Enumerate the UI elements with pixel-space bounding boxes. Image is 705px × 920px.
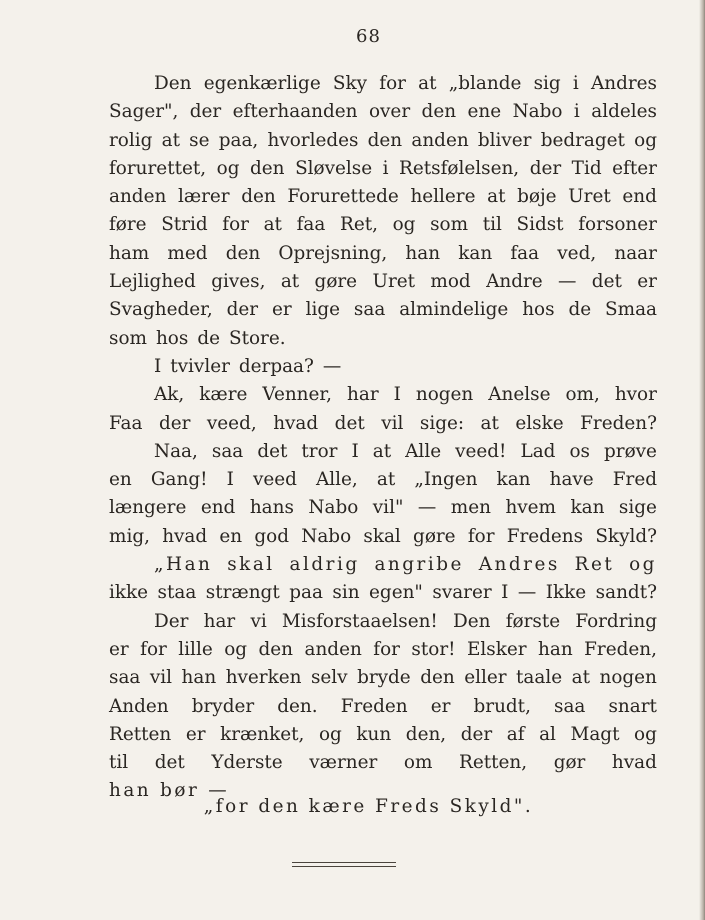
word: tror xyxy=(301,440,338,462)
text-line xyxy=(109,127,657,155)
word: veed xyxy=(252,469,297,491)
word: og xyxy=(634,129,657,151)
word: bliver xyxy=(477,129,532,151)
word: — xyxy=(558,271,577,293)
word: — xyxy=(208,780,230,802)
text-line xyxy=(109,494,657,522)
word: Sidst xyxy=(516,214,564,236)
word: nogen xyxy=(415,384,474,406)
word: saa xyxy=(109,667,141,689)
word: snart xyxy=(608,695,657,717)
word: Strid xyxy=(161,214,208,236)
word: tvivler xyxy=(170,355,230,377)
word: — xyxy=(517,582,537,604)
word: „blande xyxy=(448,73,522,94)
word: Elsker xyxy=(466,638,527,660)
word: Ak, xyxy=(154,384,185,406)
word: sandt? xyxy=(595,582,657,604)
text-line xyxy=(109,183,657,211)
word: svarer xyxy=(432,582,492,604)
word: og xyxy=(224,638,248,660)
word: Lad xyxy=(520,440,556,462)
word: for xyxy=(222,214,249,236)
word: Magt xyxy=(570,723,620,745)
word: Ikke xyxy=(545,582,587,604)
word: Fredens xyxy=(506,525,584,547)
word: veed! xyxy=(455,440,507,462)
word: Freden xyxy=(340,695,408,717)
word: er xyxy=(185,723,206,745)
word: af xyxy=(506,723,525,745)
word: at xyxy=(263,214,282,236)
word: første xyxy=(505,610,561,632)
word: og xyxy=(629,554,657,576)
word: sin xyxy=(332,582,360,604)
word: Lejlighed xyxy=(109,271,196,293)
word: Svagheder, xyxy=(109,299,213,321)
word: end xyxy=(200,497,236,519)
word: Uret xyxy=(372,271,416,293)
word: „Han xyxy=(154,554,213,576)
text-line xyxy=(109,98,657,126)
word: hverken xyxy=(225,667,302,689)
word: faa xyxy=(510,242,540,264)
word: I xyxy=(501,582,509,604)
word: men xyxy=(450,497,491,519)
word: som xyxy=(109,327,147,349)
word: I xyxy=(393,384,401,406)
word: der xyxy=(158,412,191,434)
word: „Ingen xyxy=(414,469,478,491)
word: den xyxy=(421,101,457,123)
word: end xyxy=(622,186,657,208)
word: Forurettede xyxy=(287,186,399,208)
word: taale xyxy=(516,667,563,689)
word: selv xyxy=(310,667,348,689)
word: al xyxy=(539,723,556,745)
word: sige: xyxy=(419,412,465,434)
word: lærer xyxy=(177,186,230,208)
word: have xyxy=(549,469,594,491)
word: den xyxy=(241,186,276,208)
word: er xyxy=(637,271,657,293)
word: bryde xyxy=(357,667,411,689)
text-line xyxy=(109,721,657,749)
word: Freden? xyxy=(580,412,657,434)
word: den xyxy=(367,129,403,151)
word: som xyxy=(430,214,469,236)
word: skal xyxy=(227,554,275,576)
word: I xyxy=(226,469,234,491)
word: god xyxy=(254,525,289,547)
word: om xyxy=(403,752,433,774)
word: hellere xyxy=(410,186,476,208)
text-line xyxy=(109,240,657,268)
text-line xyxy=(109,155,657,183)
word: Nabo xyxy=(308,497,359,519)
word: ikke xyxy=(109,582,149,604)
word: ham xyxy=(109,242,150,264)
word: den. xyxy=(277,695,318,717)
word: hans xyxy=(249,497,294,519)
word: for xyxy=(379,73,406,94)
text-line xyxy=(109,636,657,664)
word: Retsfølelsen, xyxy=(399,157,520,179)
word: Retten xyxy=(109,723,172,745)
word: Fred xyxy=(612,469,657,491)
word: aldrig xyxy=(289,554,360,576)
word: Naa, xyxy=(154,440,198,462)
word: Misforstaaelsen! xyxy=(281,610,438,632)
word: Uret xyxy=(568,186,611,208)
word: lige xyxy=(305,299,341,321)
word: Anden xyxy=(109,695,169,717)
word: Retten, xyxy=(459,752,528,774)
word: kan xyxy=(570,497,605,519)
word: paa, xyxy=(218,129,259,151)
text-line xyxy=(109,268,657,296)
word: den xyxy=(258,638,294,660)
word: egen" xyxy=(369,582,423,604)
word: almindelige xyxy=(399,299,509,321)
word: det xyxy=(334,412,365,434)
word: at xyxy=(487,186,506,208)
text-line xyxy=(109,70,657,98)
word: Nabo xyxy=(512,101,563,123)
word: derpaa? xyxy=(238,355,314,377)
word: og xyxy=(392,214,416,236)
word: hos xyxy=(155,327,189,349)
word: en xyxy=(219,525,243,547)
word: gøre xyxy=(314,271,358,293)
word: i xyxy=(573,101,580,123)
word: for xyxy=(467,525,495,547)
word: hvad xyxy=(611,752,657,774)
word: han xyxy=(109,780,152,802)
word: aldeles xyxy=(591,101,657,123)
word: Anelse xyxy=(488,384,551,406)
text-line xyxy=(109,693,657,721)
word: sig xyxy=(533,73,561,94)
word: der xyxy=(226,299,259,321)
word: lille xyxy=(178,638,213,660)
word: for xyxy=(140,638,167,660)
word: Andres xyxy=(478,554,560,576)
word: bedraget xyxy=(540,129,625,151)
word: staa xyxy=(157,582,197,604)
word: eller xyxy=(464,667,507,689)
word: Sky xyxy=(332,73,368,94)
word: prøve xyxy=(604,440,657,462)
word: hos xyxy=(522,299,555,321)
word: Sager", xyxy=(109,101,179,123)
word: den, xyxy=(405,723,447,745)
word: forurettet, xyxy=(109,157,207,179)
word: efterhaanden xyxy=(232,101,358,123)
word: vil xyxy=(381,412,404,434)
word: Skyld? xyxy=(595,525,657,547)
word: paa xyxy=(289,582,323,604)
word: der xyxy=(460,723,493,745)
word: strængt xyxy=(205,582,280,604)
word: om, xyxy=(565,384,600,406)
word: Den xyxy=(154,73,192,94)
word: I xyxy=(154,355,162,377)
word: længere xyxy=(109,497,187,519)
text-line xyxy=(109,353,657,381)
word: efter xyxy=(612,157,657,179)
word: at xyxy=(280,271,300,293)
text-line xyxy=(109,438,657,466)
word: angribe xyxy=(374,554,464,576)
closing-line: „for den kære Freds Skyld". xyxy=(203,796,534,817)
word: har xyxy=(347,384,379,406)
word: den xyxy=(420,667,455,689)
text-line xyxy=(109,296,657,324)
word: brudt, xyxy=(473,695,531,717)
word: Store. xyxy=(228,327,286,349)
word: en xyxy=(109,469,132,491)
word: ved, xyxy=(557,242,597,264)
word: at xyxy=(480,412,499,434)
word: skal xyxy=(363,525,401,547)
word: Venner, xyxy=(262,384,333,406)
word: hvorledes xyxy=(267,129,359,151)
word: har xyxy=(203,610,236,632)
text-line xyxy=(109,381,657,409)
word: mod xyxy=(430,271,471,293)
word: han xyxy=(405,242,441,264)
word: Der xyxy=(154,610,189,632)
text-line xyxy=(109,466,657,494)
word: sige xyxy=(618,497,657,519)
word: Den xyxy=(453,610,491,632)
text-line xyxy=(109,211,657,239)
word: hvad xyxy=(162,525,208,547)
word: kære xyxy=(199,384,248,406)
word: og xyxy=(634,723,657,745)
word: Ret xyxy=(574,554,615,576)
word: saa xyxy=(353,299,386,321)
word: Andre xyxy=(486,271,543,293)
word: kan xyxy=(496,469,531,491)
word: i xyxy=(572,73,579,94)
word: Alle, xyxy=(315,469,358,491)
word: gøre xyxy=(413,525,456,547)
word: kun xyxy=(356,723,392,745)
word: Freden, xyxy=(584,638,657,660)
word: anden xyxy=(304,638,362,660)
word: og xyxy=(318,723,342,745)
word: — xyxy=(322,355,342,377)
word: Yderste xyxy=(211,752,283,774)
word: saa xyxy=(554,695,586,717)
word: over xyxy=(368,101,411,123)
text-line xyxy=(109,608,657,636)
word: Alle xyxy=(405,440,442,462)
word: værner xyxy=(309,752,378,774)
word: at xyxy=(372,440,392,462)
word: rolig xyxy=(109,129,153,151)
word: der xyxy=(529,157,562,179)
text-line xyxy=(109,410,657,438)
word: egenkærlige xyxy=(203,73,321,94)
page-edge xyxy=(699,0,705,920)
word: Fordring xyxy=(575,610,657,632)
word: det xyxy=(257,440,288,462)
word: mig, xyxy=(109,525,150,547)
word: anden xyxy=(109,186,167,208)
end-rule xyxy=(292,862,396,867)
text-line xyxy=(109,579,657,607)
word: bøje xyxy=(517,186,557,208)
text-line xyxy=(109,551,657,579)
word: for xyxy=(373,638,400,660)
text-line xyxy=(109,664,657,692)
word: til xyxy=(109,752,129,774)
word: ene xyxy=(467,101,502,123)
word: faa xyxy=(296,214,326,236)
word: gør xyxy=(553,752,586,774)
word: Ret, xyxy=(339,214,378,236)
word: at xyxy=(376,469,396,491)
word: til xyxy=(482,214,502,236)
word: der xyxy=(189,101,222,123)
word: den xyxy=(225,242,261,264)
word: at xyxy=(161,129,180,151)
word: hvad xyxy=(273,412,319,434)
word: han xyxy=(538,638,573,660)
word: os xyxy=(569,440,590,462)
word: gives, xyxy=(211,271,266,293)
word: føre xyxy=(109,214,147,236)
word: stor! xyxy=(411,638,456,660)
word: anden xyxy=(411,129,469,151)
word: nogen xyxy=(599,667,657,689)
word: saa xyxy=(211,440,244,462)
word: er xyxy=(109,638,129,660)
text-line xyxy=(109,523,657,551)
word: vi xyxy=(250,610,267,632)
word: vil" xyxy=(372,497,404,519)
word: Tid xyxy=(571,157,602,179)
word: I xyxy=(351,440,359,462)
body-text xyxy=(109,70,657,806)
word: det xyxy=(154,752,185,774)
word: elske xyxy=(515,412,564,434)
word: Andres xyxy=(590,73,657,94)
text-line xyxy=(109,749,657,777)
word: veed, xyxy=(206,412,257,434)
word: hvor xyxy=(614,384,657,406)
word: og xyxy=(216,157,240,179)
word: er xyxy=(272,299,292,321)
word: bør xyxy=(160,780,200,802)
word: se xyxy=(189,129,210,151)
word: kan xyxy=(458,242,493,264)
word: at xyxy=(418,73,437,94)
word: bryder xyxy=(191,695,255,717)
word: Smaa xyxy=(605,299,657,321)
word: Oprejsning, xyxy=(278,242,388,264)
word: naar xyxy=(614,242,657,264)
word: med xyxy=(167,242,208,264)
word: den xyxy=(250,157,285,179)
word: forsoner xyxy=(578,214,657,236)
word: er xyxy=(430,695,451,717)
word: det xyxy=(591,271,622,293)
word: Nabo xyxy=(301,525,352,547)
text-line xyxy=(109,325,657,353)
word: hvem xyxy=(505,497,556,519)
page-number: 68 xyxy=(356,26,381,47)
word: at xyxy=(571,667,590,689)
word: Faa xyxy=(109,412,143,434)
word: i xyxy=(382,157,389,179)
word: — xyxy=(417,497,437,519)
word: Sløvelse xyxy=(295,157,373,179)
word: Gang! xyxy=(150,469,208,491)
word: krænket, xyxy=(220,723,305,745)
word: de xyxy=(568,299,592,321)
word: de xyxy=(197,327,220,349)
word: han xyxy=(181,667,217,689)
word: vil xyxy=(149,667,173,689)
